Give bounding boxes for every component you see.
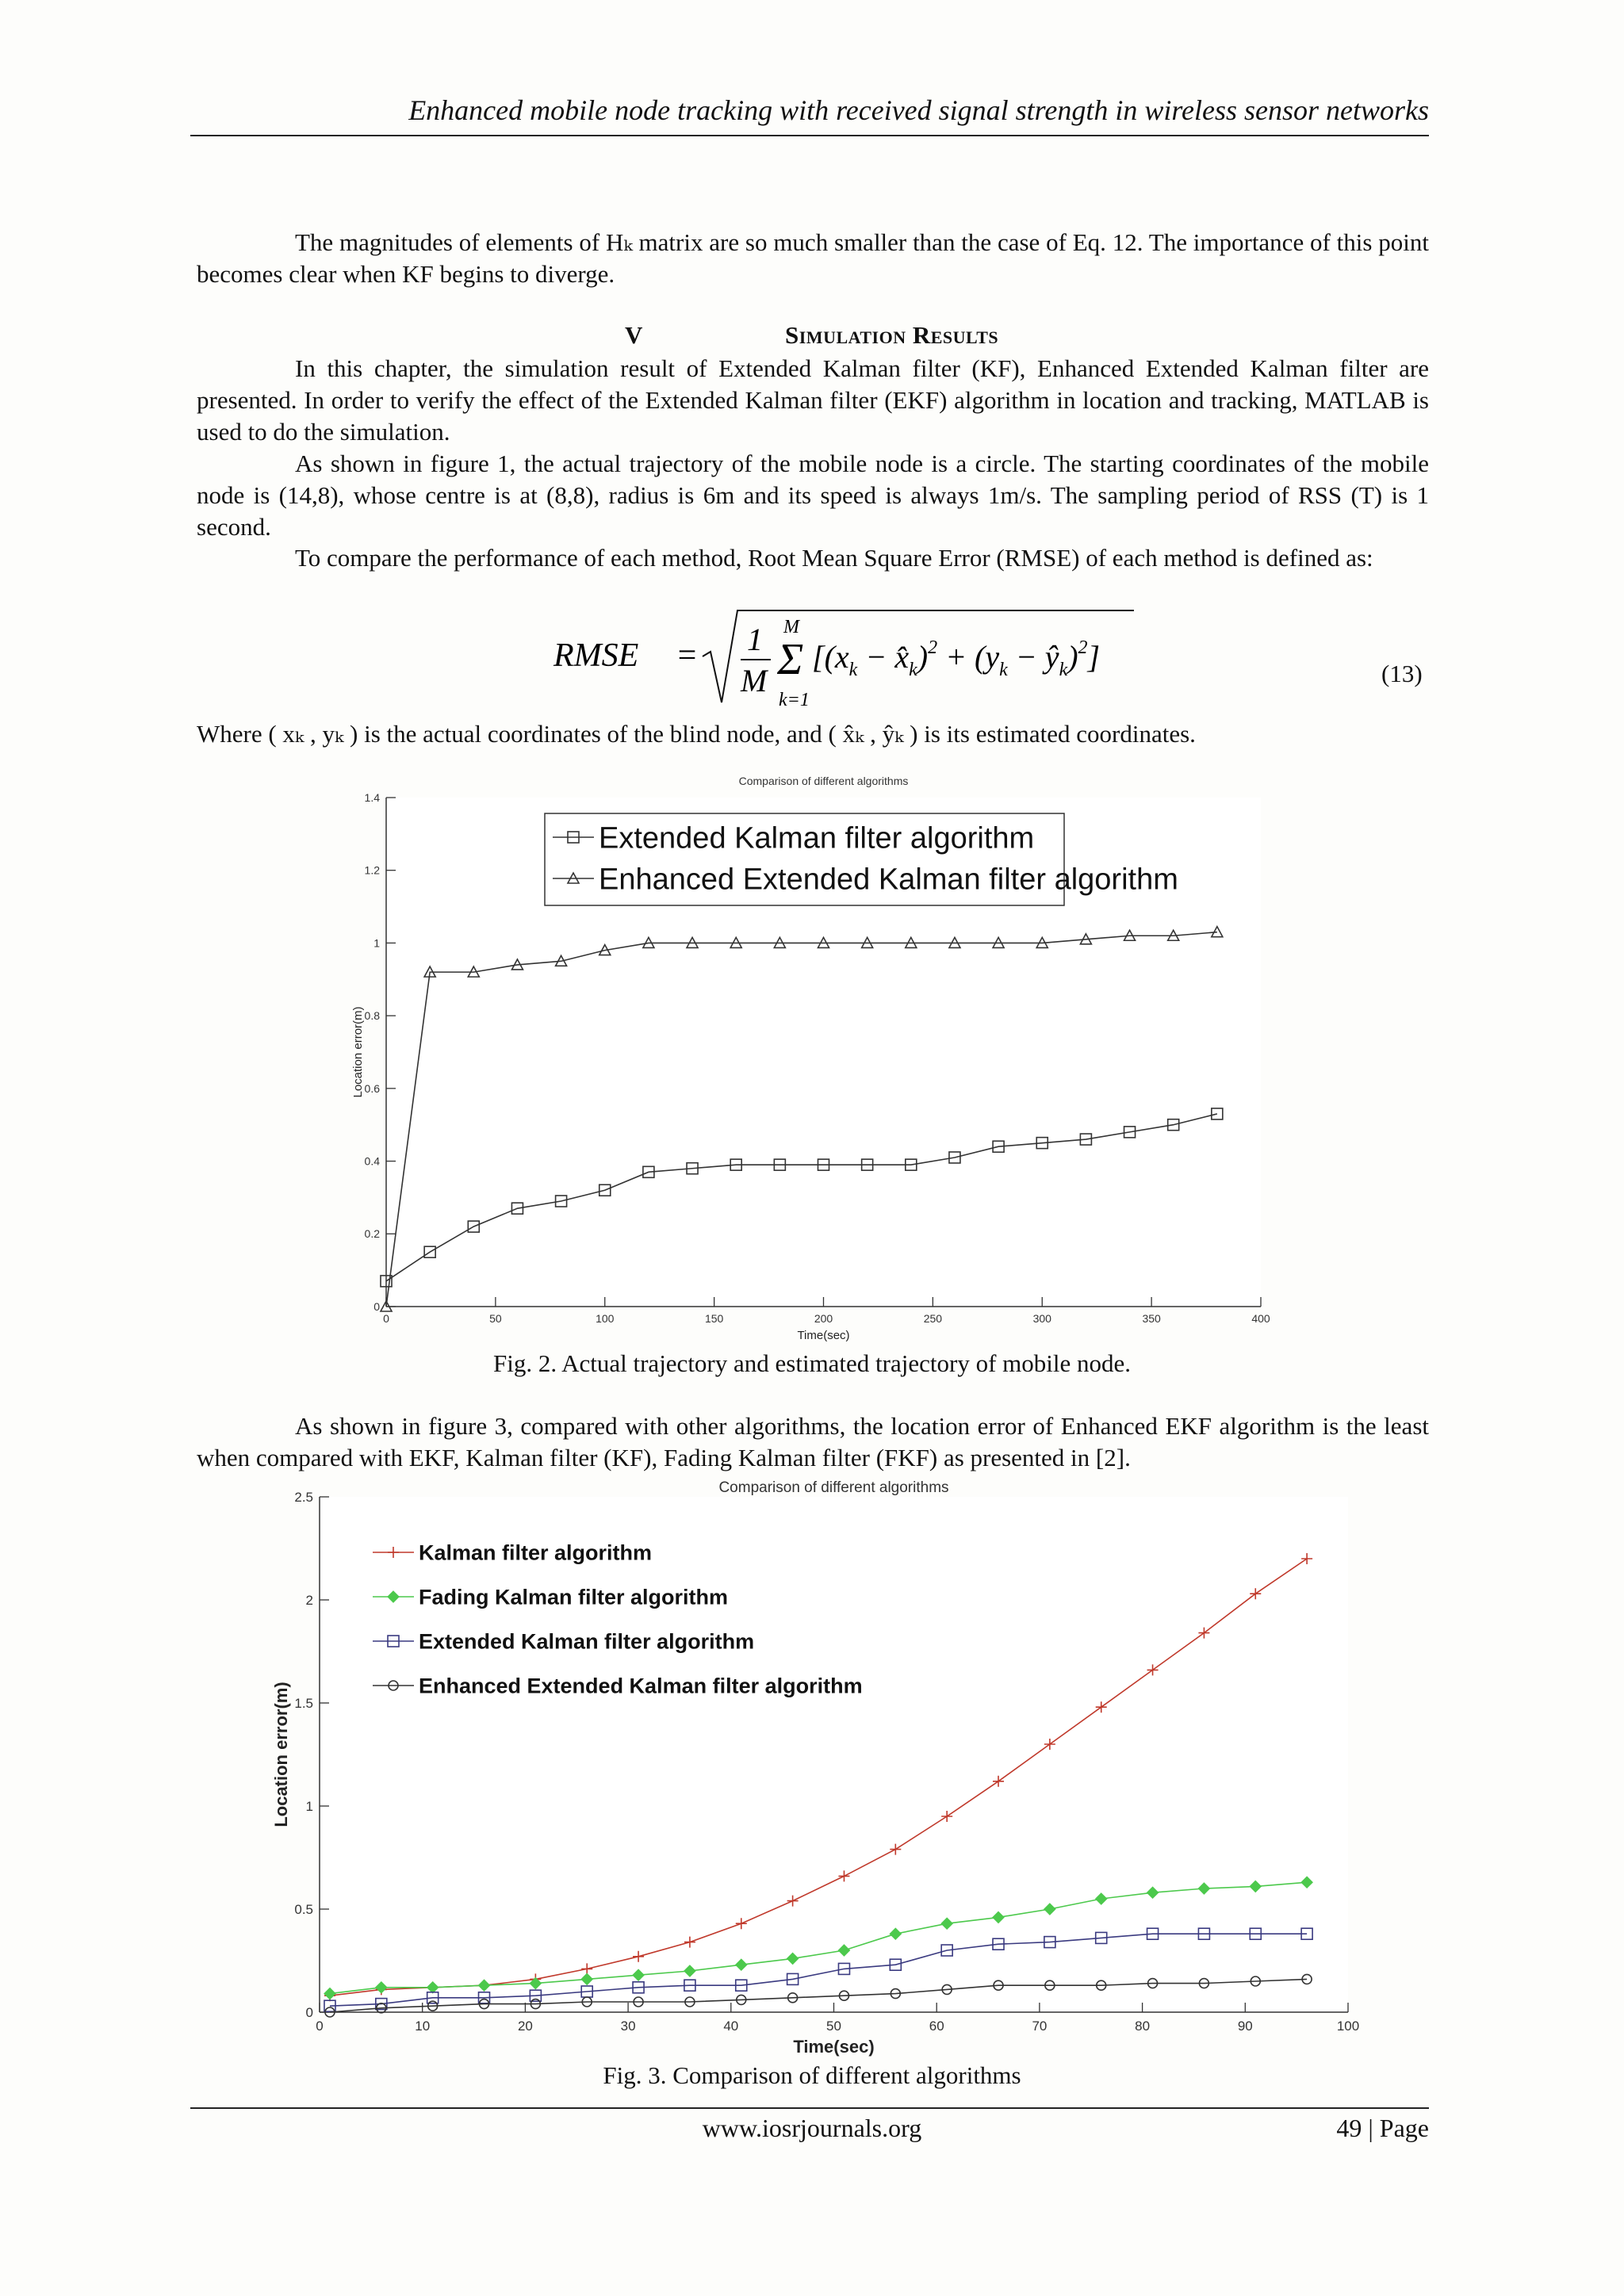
paragraph-trajectory: As shown in figure 1, the actual trajectory of the mobile node is a circle. The starting coordinates of the mobile node is (14,8), whose centre is at (8,8), radius is 6m and its speed is always 1m/s. The sampling period of RSS (T) is 1 second. [197, 450, 1429, 541]
y-tick-label: 0.8 [364, 1009, 380, 1023]
x-tick-label: 100 [596, 1312, 615, 1325]
svg-text:Σ: Σ [777, 635, 804, 684]
x-tick-label: 30 [620, 2019, 636, 2034]
y-tick-label: 1.5 [294, 1695, 313, 1711]
x-tick-label: 20 [517, 2019, 533, 2034]
legend-label: Fading Kalman filter algorithm [419, 1585, 729, 1609]
y-tick-label: 2 [305, 1592, 313, 1608]
equation-number: (13) [1381, 660, 1423, 687]
svg-text:M: M [741, 663, 768, 698]
section-number: V [625, 321, 643, 349]
x-tick-label: 50 [489, 1312, 502, 1325]
x-tick-label: 400 [1251, 1312, 1270, 1325]
x-tick-label: 250 [923, 1312, 943, 1325]
figure-2-caption: Fig. 2. Actual trajectory and estimated trajectory of mobile node. [492, 1349, 1132, 1377]
y-tick-label: 0 [373, 1299, 380, 1313]
y-axis-label: Location error(m) [351, 1006, 365, 1098]
legend-label: Kalman filter algorithm [419, 1540, 653, 1565]
figure-3-chart [0, 1476, 1624, 2063]
plot-area [320, 1497, 1348, 2012]
paragraph-rmse-def: To compare the performance of each method, Root Mean Square Error (RMSE) of each method is defined as: [295, 544, 1373, 572]
x-tick-label: 0 [383, 1312, 389, 1325]
y-axis-label: Location error(m) [271, 1682, 291, 1827]
x-tick-label: 150 [704, 1312, 724, 1325]
x-tick-label: 300 [1032, 1312, 1051, 1325]
section-title: Simulation Results [785, 321, 999, 349]
x-tick-label: 60 [929, 2019, 944, 2034]
y-tick-label: 1 [373, 936, 380, 950]
svg-text:1: 1 [747, 622, 763, 657]
paragraph-simulation-intro: In this chapter, the simulation result of Extended Kalman filter (KF), Enhanced Extended Kalman filter are presented. In order to verify the effect of the Extended Kalman filter (EKF) algorithm in location and tracking, MATLAB is used to do the simulation. [197, 354, 1429, 446]
y-tick-label: 0 [305, 2004, 313, 2020]
formula-lhs: RMSE [553, 637, 639, 674]
chart-title: Comparison of different algorithms [738, 775, 909, 787]
footer-page-number: 49 | Page [1336, 2114, 1429, 2142]
legend-label: Enhanced Extended Kalman filter algorithm [419, 1674, 863, 1698]
x-tick-label: 90 [1237, 2019, 1253, 2034]
footer-rule [190, 2107, 1429, 2109]
x-tick-label: 10 [415, 2019, 431, 2034]
svg-text:[(xk − x̂k)2 + (yk − ŷk)2]: [($x_k$ − $x̂_k)^2 + (y_k$ − $ŷ_k)^2$] [812, 637, 1101, 680]
x-tick-label: 200 [814, 1312, 833, 1325]
x-tick-label: 350 [1142, 1312, 1161, 1325]
x-tick-label: 50 [826, 2019, 841, 2034]
footer-url: www.iosrjournals.org [702, 2114, 922, 2142]
legend-label: Extended Kalman filter algorithm [419, 1629, 755, 1654]
svg-text:=: = [676, 637, 699, 674]
svg-text:M: M [783, 617, 799, 637]
y-tick-label: 0.5 [294, 1901, 313, 1917]
svg-text:k=1: k=1 [779, 690, 810, 710]
x-axis-label: Time(sec) [793, 2037, 875, 2057]
paragraph-figure3-intro: As shown in figure 3, compared with other algorithms, the location error of Enhanced EKF algorithm is the least when compared with EKF, Kalman filter (KF), Fading Kalman filter (FKF) as presented in [2]. [197, 1412, 1429, 1471]
legend-label: Enhanced Extended Kalman filter algorithm [599, 863, 1178, 897]
y-tick-label: 0.4 [364, 1154, 380, 1168]
x-tick-label: 100 [1336, 2019, 1360, 2034]
paragraph-hk-matrix: The magnitudes of elements of Hₖ matrix are so much smaller than the case of Eq. 12. The importance of this point becomes clear when KF begins to diverge. [197, 228, 1429, 288]
x-axis-label: Time(sec) [797, 1329, 850, 1342]
y-tick-label: 1.4 [364, 790, 380, 804]
figure-2-chart [0, 769, 1624, 1348]
figure-3-caption: Fig. 3. Comparison of different algorithms [603, 2061, 1021, 2089]
paragraph-coordinates: Where ( xₖ , yₖ ) is the actual coordinates of the blind node, and ( x̂ₖ , ŷₖ ) is its estimated coordinates. [197, 720, 1196, 748]
chart-title: Comparison of different algorithms [718, 1479, 949, 1496]
y-tick-label: 0.2 [364, 1227, 380, 1241]
y-tick-label: 1.2 [364, 863, 380, 877]
y-tick-label: 2.5 [294, 1489, 313, 1505]
y-tick-label: 0.6 [364, 1081, 380, 1095]
x-tick-label: 40 [723, 2019, 739, 2034]
legend-label: Extended Kalman filter algorithm [599, 821, 1035, 855]
y-tick-label: 1 [305, 1798, 313, 1814]
rmse-formula [547, 601, 1134, 720]
x-tick-label: 0 [316, 2019, 324, 2034]
x-tick-label: 70 [1032, 2019, 1048, 2034]
running-header: Enhanced mobile node tracking with received signal strength in wireless sensor networks [190, 94, 1429, 136]
x-tick-label: 80 [1135, 2019, 1151, 2034]
